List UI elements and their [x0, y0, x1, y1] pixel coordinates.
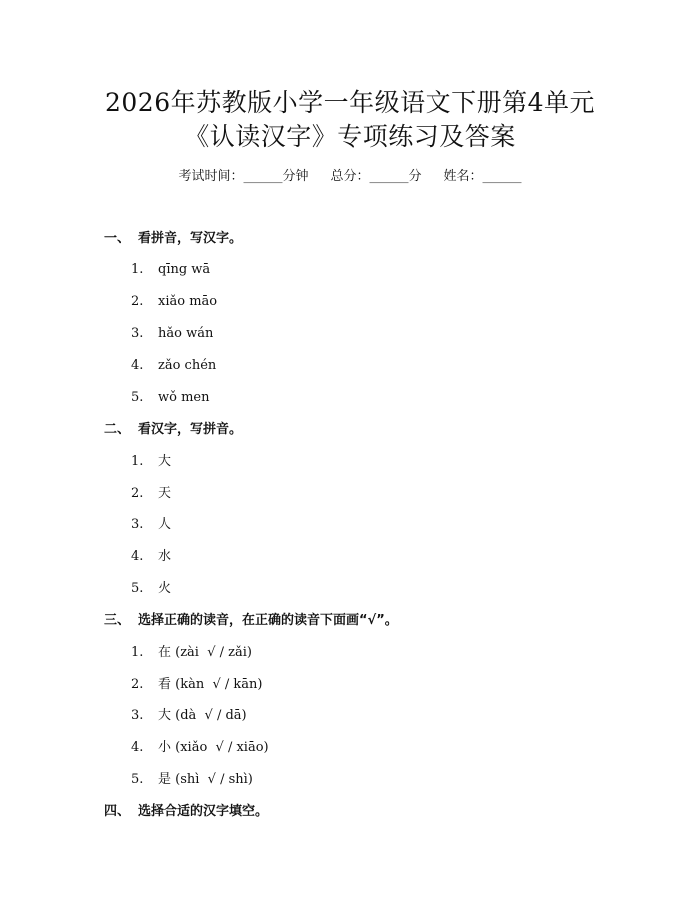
item-text: xiǎo māo	[158, 294, 218, 309]
list-item: 3. 人	[131, 517, 172, 532]
list-item: 4. 水	[131, 549, 172, 564]
item-text: wǒ men	[158, 390, 210, 405]
section-number: 四、	[104, 804, 131, 819]
section-number: 二、	[104, 422, 131, 437]
item-text: 火	[158, 581, 172, 596]
page-title-line-1: 2026年苏教版小学一年级语文下册第4单元	[104, 88, 596, 117]
section-number: 一、	[104, 231, 131, 246]
list-item: 1. 在 (zài √ / zǎi)	[131, 645, 252, 660]
item-text: 大 (dà √ / dā)	[158, 708, 247, 723]
list-item: 4. 小 (xiǎo √ / xiāo)	[131, 740, 269, 755]
item-text: 大	[158, 454, 172, 469]
list-item: 3. hǎo wán	[131, 326, 214, 341]
page-title-line-2: 《认读汉字》专项练习及答案	[184, 122, 516, 151]
exam-meta	[0, 167, 700, 187]
list-item: 2. xiǎo māo	[131, 294, 218, 309]
list-item: 5. wǒ men	[131, 390, 210, 405]
item-text: 是 (shì √ / shì)	[158, 772, 253, 787]
section-1-heading	[104, 230, 242, 248]
item-text: qīng wā	[158, 262, 211, 277]
section-4-heading	[104, 803, 268, 821]
item-text: hǎo wán	[158, 326, 214, 341]
list-item: 5. 火	[131, 581, 172, 596]
item-text: 小 (xiǎo √ / xiāo)	[158, 740, 269, 755]
list-item: 3. 大 (dà √ / dā)	[131, 708, 247, 723]
item-text: 在 (zài √ / zǎi)	[158, 645, 252, 660]
total-score-field: 总分：______分	[330, 169, 422, 184]
section-number: 三、	[104, 613, 131, 628]
section-title: 选择合适的汉字填空。	[138, 804, 269, 819]
item-text: 人	[158, 517, 172, 532]
list-item: 5. 是 (shì √ / shì)	[131, 772, 253, 787]
list-item: 2. 看 (kàn √ / kān)	[131, 677, 263, 692]
exam-time-field: 考试时间：______分钟	[178, 169, 309, 184]
section-3-heading	[104, 612, 398, 630]
list-item: 4. zǎo chén	[131, 358, 217, 373]
section-title: 选择正确的读音，在正确的读音下面画“√”。	[138, 613, 398, 628]
item-text: 看 (kàn √ / kān)	[158, 677, 263, 692]
item-text: 水	[158, 549, 172, 564]
section-2-heading	[104, 421, 242, 439]
item-text: zǎo chén	[158, 358, 217, 373]
section-title: 看汉字，写拼音。	[138, 422, 243, 437]
list-item: 1. 大	[131, 454, 172, 469]
list-item: 2. 天	[131, 486, 172, 501]
section-title: 看拼音，写汉字。	[138, 231, 243, 246]
list-item: 1. qīng wā	[131, 262, 211, 277]
student-name-field: 姓名：______	[443, 169, 522, 184]
item-text: 天	[158, 486, 172, 501]
